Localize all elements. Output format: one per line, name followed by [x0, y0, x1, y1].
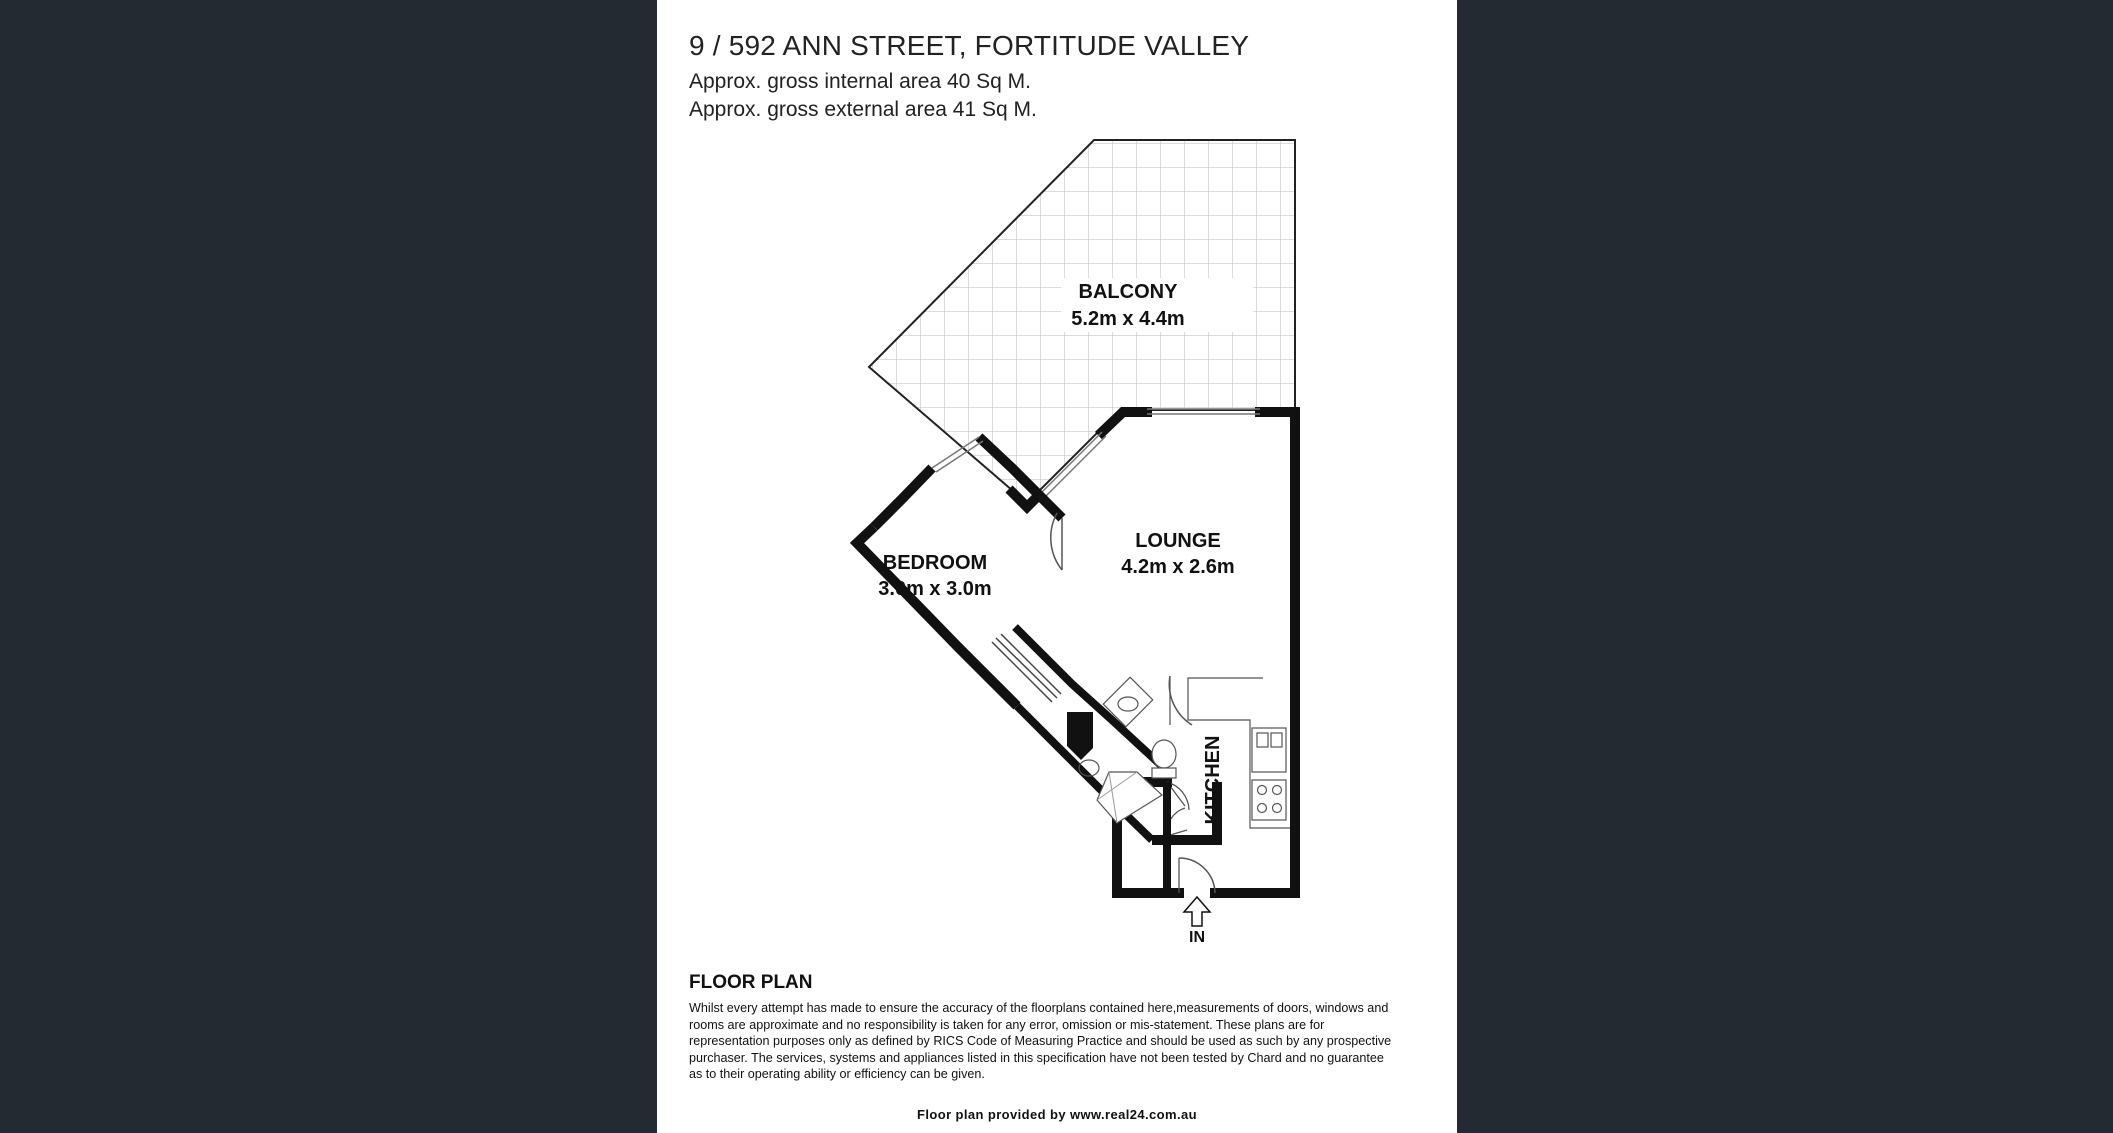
internal-area: Approx. gross internal area 40 Sq M. — [689, 70, 1032, 93]
sliding-door-lounge — [1147, 409, 1260, 414]
bedroom-door — [1051, 513, 1062, 570]
disclaimer-text: Whilst every attempt has made to ensure the accuracy of the floorplans contained here,measurements of doors, windows and rooms are approximate and no responsibility is taken for any error, omission or mis-statement. These plans are for representation purposes only as defined by RICS Code of Measuring Practice and should be used as such by any prospective purchaser. The services, systems and appliances listed in this specification have not been tested by Chard and no guarantee as to their operating ability or efficiency can be given. — [689, 1001, 1392, 1082]
bedroom-size: 3.0m x 3.0m — [878, 578, 992, 600]
floor-plan-label: FLOOR PLAN — [689, 972, 813, 993]
entry-door — [1179, 858, 1215, 893]
balcony-label: BALCONY — [1078, 281, 1178, 303]
lounge-label: LOUNGE — [1135, 530, 1221, 552]
toilet-icon — [1152, 740, 1176, 778]
lounge-size: 4.2m x 2.6m — [1121, 556, 1235, 578]
entry-arrow-icon — [1184, 897, 1210, 926]
kitchen-label: KITCHEN — [1202, 735, 1224, 825]
floor-plan-diagram — [657, 0, 1457, 960]
external-area: Approx. gross external area 41 Sq M. — [689, 98, 1037, 121]
bathroom-pillar — [1067, 712, 1093, 760]
balcony-size: 5.2m x 4.4m — [1071, 308, 1185, 330]
entry-label: IN — [1189, 929, 1205, 946]
credit-text: Floor plan provided by www.real24.com.au — [917, 1107, 1197, 1122]
property-address: 9 / 592 ANN STREET, FORTITUDE VALLEY — [689, 30, 1250, 61]
floor-plan-sheet — [657, 0, 1457, 1133]
bedroom-label: BEDROOM — [882, 552, 988, 574]
